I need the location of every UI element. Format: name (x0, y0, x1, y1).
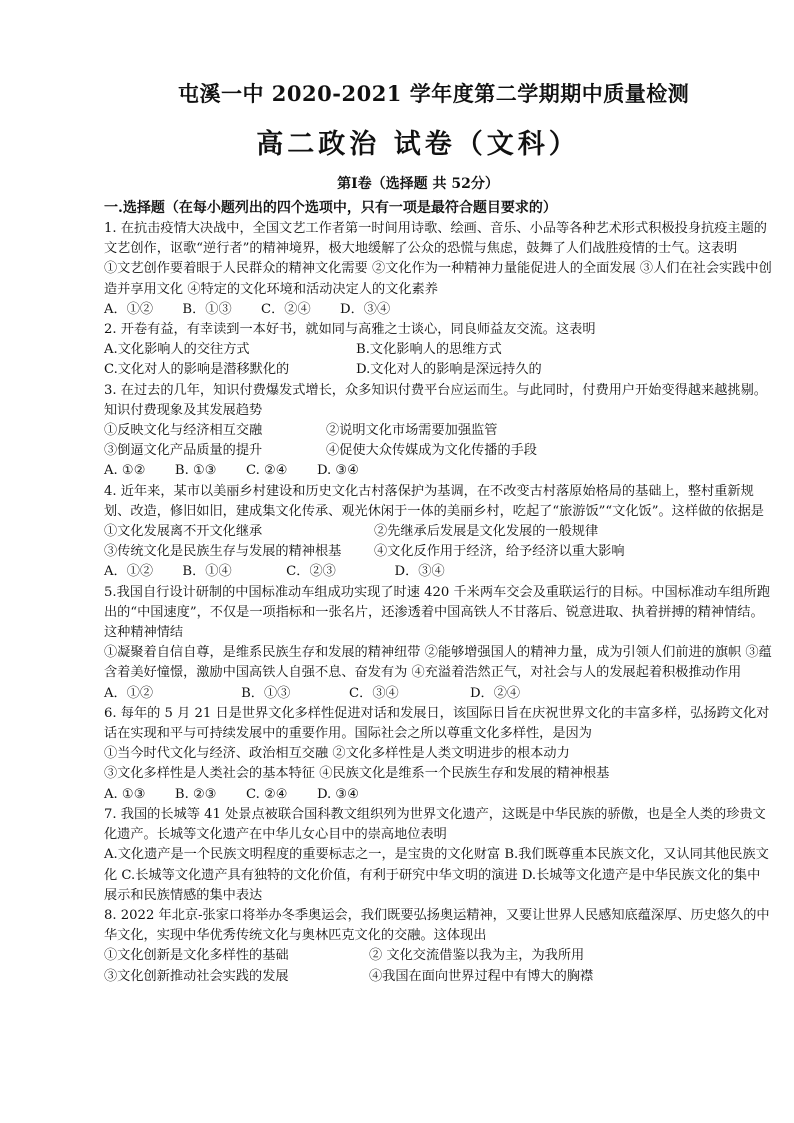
question-statements: ①文艺创作要着眼于人民群众的精神文化需要 ②文化作为一种精神力量能促进人的全面发展 ③人们在社会实践中创造并享用文化 ④特定的文化环境和活动决定人的文化素养 (104, 261, 772, 297)
exam-subtitle: 高二政治 试卷（文科） (256, 129, 580, 160)
question-stem: 7. 我国的长城等 41 处景点被联合国科教文组织列为世界文化遗产，这既是中华民族的骄傲，也是全人类的珍贵文化遗产。长城等文化遗产在中华儿女心目中的崇高地位表明 (104, 806, 766, 843)
statement-2: ②说明文化市场需要加强监管 (326, 423, 498, 439)
statement-4: ④文化反作用于经济，给予经济以重大影响 (374, 544, 625, 560)
question-4 (104, 482, 772, 583)
question-5 (104, 583, 772, 704)
question-stem: 6. 每年的 5 月 21 日是世界文化多样性促进对话和发展日，该国际日旨在庆祝世界文化的丰富多样，弘扬跨文化对话在实现和平与可持续发展中的重要作用。国际社会之所以尊重文化多样性，是因为 (104, 705, 770, 742)
option-c: C.文化对人的影响是潜移默化的 (104, 362, 290, 378)
statement-1: ①反映文化与经济相互交融 (104, 423, 263, 439)
statement-3: ③传统文化是民族生存与发展的精神根基 (104, 544, 342, 560)
question-7 (104, 805, 772, 906)
question-1 (104, 219, 772, 320)
question-options: A.文化遗产是一个民族文明程度的重要标志之一，是宝贵的文化财富 B.我们既尊重本民族文化，又认同其他民族文化 C.长城等文化遗产具有独特的文化价值，有利于研究中华文明的演进 D.长城等文化遗产是中华民族文化的集中展示和民族情感的集中表达 (104, 847, 769, 903)
statement-1: ①文化发展离不开文化继承 (104, 524, 263, 540)
question-stem: 5.我国自行设计研制的中国标准动车组成功实现了时速 420 千米两车交会及重联运行的目标。中国标准动车组所跑出的“中国速度”，不仅是一项指标和一张名片，还渗透着中国高铁人不甘落后、锐意进取、执着拼搏的精神情结。这种精神情结 (104, 584, 770, 641)
part-heading: 第Ⅰ卷（选择题 共 52分） (337, 176, 499, 192)
question-statements: ①凝聚着自信自尊，是维系民族生存和发展的精神纽带 ②能够增强国人的精神力量，成为引领人们前进的旗帜 ③蕴含着美好憧憬，激励中国高铁人自强不息、奋发有为 ④充溢着浩然正气，对社会与人的发展起着积极推动作用 (104, 645, 772, 681)
statement-2: ②先继承后发展是文化发展的一般规律 (374, 524, 599, 540)
question-stem: 1. 在抗击疫情大决战中，全国文艺工作者第一时间用诗歌、绘画、音乐、小品等各种艺术形式积极投身抗疫主题的文艺创作，讴歌“逆行者”的精神境界，极大地缓解了公众的恐慌与焦虑，鼓舞了人们战胜疫情的士气。这表明 (104, 221, 767, 257)
statement-2: ② 文化交流借鉴以我为主，为我所用 (369, 948, 585, 964)
question-stem: 8. 2022 年北京-张家口将举办冬季奥运会，我们既要弘扬奥运精神，又要让世界人民感知底蕴深厚、历史悠久的中华文化，实现中华优秀传统文化与奥林匹克文化的交融。这体现出 (104, 907, 770, 944)
statement-4: ④促使大众传媒成为文化传播的手段 (326, 443, 537, 459)
question-stem: 3. 在过去的几年，知识付费爆发式增长，众多知识付费平台应运而生。与此同时，付费用户开始变得越来越挑剔。知识付费现象及其发展趋势 (104, 382, 767, 418)
statement-line-2: ③文化多样性是人类社会的基本特征 ④民族文化是维系一个民族生存和发展的精神根基 (104, 766, 610, 782)
question-6 (104, 704, 772, 805)
question-3 (104, 381, 772, 482)
statement-3: ③文化创新推动社会实践的发展 (104, 968, 289, 984)
option-b: B.文化影响人的思维方式 (356, 342, 502, 358)
question-choices: A. ①③ B. ②③ C. ②④ D. ③④ (104, 786, 360, 802)
question-2 (104, 320, 772, 381)
question-stem: 2. 开卷有益，有幸读到一本好书，就如同与高雅之士谈心，同良师益友交流。这表明 (104, 322, 596, 338)
option-d: D.文化对人的影响是深远持久的 (356, 362, 542, 378)
section-heading: 一.选择题（在每小题列出的四个选项中，只有一项是最符合题目要求的） (104, 200, 557, 216)
question-choices: A．①② B．①③ C．②④ D．③④ (104, 301, 391, 317)
statement-4: ④我国在面向世界过程中有博大的胸襟 (369, 968, 594, 984)
statement-line-1: ①当今时代文化与经济、政治相互交融 ②文化多样性是人类文明进步的根本动力 (104, 746, 570, 762)
question-choices: A．①② B．①④ C．②③ D．③④ (104, 564, 445, 580)
exam-title: 屯溪一中 2020-2021 学年度第二学期期中质量检测 (178, 81, 690, 106)
statement-1: ①文化创新是文化多样性的基础 (104, 948, 289, 964)
question-stem: 4. 近年来，某市以美丽乡村建设和历史文化古村落保护为基调，在不改变古村落原始格局的基础上，整村重新规划、改造，修旧如旧，建成集文化传承、观光休闲于一体的美丽乡村，吃起了“旅游饭”“文化饭”。这样做的依据是 (104, 483, 764, 519)
statement-3: ③倒逼文化产品质量的提升 (104, 443, 263, 459)
option-a: A.文化影响人的交往方式 (104, 342, 250, 358)
question-choices: A. ①② B. ①③ C. ②④ D. ③④ (104, 463, 360, 479)
question-choices: A．①② B．①③ C．③④ D．②④ (104, 685, 521, 701)
question-8 (104, 906, 772, 987)
